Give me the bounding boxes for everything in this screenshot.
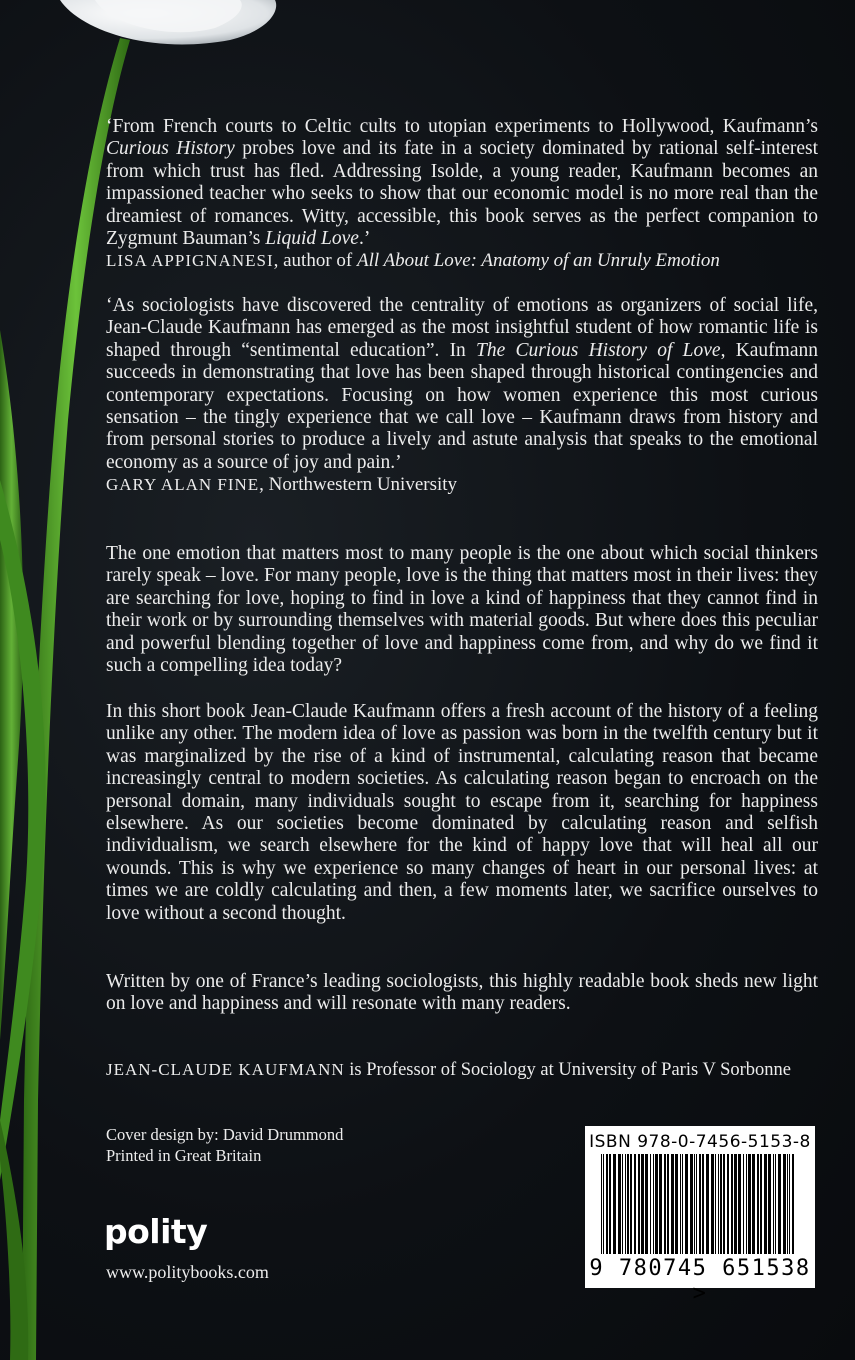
barcode-bar xyxy=(718,1154,719,1254)
barcode-bar xyxy=(711,1154,714,1254)
barcode-bar xyxy=(727,1154,729,1254)
barcode-bar xyxy=(773,1154,774,1254)
barcode-bar xyxy=(746,1154,747,1254)
barcode-bar xyxy=(731,1154,733,1254)
barcode-bar xyxy=(630,1154,632,1254)
barcode-bar xyxy=(760,1154,762,1254)
publisher-website[interactable]: www.politybooks.com xyxy=(106,1262,269,1282)
blurb-paragraph: In this short book Jean-Claude Kaufmann offers a fresh account of the history of a feeling unlike any other. The modern idea of love as passion was born in the twelfth century but it was marginalized by the rise of a kind of instrumental, calculating reason that became increasingly central to modern societies. As calculating reason began to encroach on the personal domain, many individuals sought to escape from it, searching for happiness elsewhere. As our societies become dominated by calculating reason and selfish individualism, we search elsewhere for the kind of happy love that will heal all our wounds. This is why we experience so many changes of heart in our personal lives: at times we are coldly calculating and then, a few moments later, we sacrifice ourselves to love without a second thought. xyxy=(106,701,818,924)
barcode-bar xyxy=(625,1154,626,1254)
barcode-bar xyxy=(645,1154,648,1254)
barcode-bar xyxy=(715,1154,716,1254)
printed-in: Printed in Great Britain xyxy=(106,1146,262,1165)
blurb-paragraph: The one emotion that matters most to many people is the one about which social thinkers rarely speak – love. For many people, love is the thing that matters most in their lives: they are searching for love, hoping to find in love a kind of happiness that they cannot find in their work or by surrounding themselves with material goods. But where does this peculiar and powerful blending together of love and happiness come from, and why do we find it such a compelling idea today? xyxy=(106,543,818,677)
barcode-bar xyxy=(664,1154,666,1254)
barcode-bar xyxy=(601,1154,602,1254)
barcode-bar xyxy=(653,1154,654,1254)
barcode-bar xyxy=(603,1154,604,1254)
quote-text: ‘As sociologists have discovered the centrality of emotions as organizers of social life, Jean-Claude Kaufmann has emerged as the most insightful student of how romantic life is shaped through “sentimental education”. In The Curious History of Love, Kaufmann succeeds in demonstrating that love has been shaped through historical contingencies and contemporary expectations. Focusing on how women experience this most curious sensation – the tingly experience that we call love – Kaufmann draws from history and from personal stories to produce a lively and astute analysis that speaks to the emotional economy as a source of joy and pain.’ xyxy=(106,295,818,473)
barcode-bar xyxy=(685,1154,688,1254)
isbn-label: ISBN 978-0-7456-5153-8 xyxy=(589,1132,811,1152)
barcode-bar xyxy=(609,1154,611,1254)
barcode-bar xyxy=(696,1154,697,1254)
barcode-bar xyxy=(738,1154,741,1254)
barcode-bar xyxy=(694,1154,695,1254)
barcode-bar xyxy=(650,1154,651,1254)
quote-attribution: GARY ALAN FINE, Northwestern University xyxy=(106,474,458,496)
barcode-bar xyxy=(702,1154,704,1254)
review-quote-appignanesi xyxy=(106,116,818,273)
barcode-bar xyxy=(641,1154,644,1254)
quote-text: ‘From French courts to Celtic cults to utopian experiments to Hollywood, Kaufmann’s Curious History probes love and its fate in a society dominated by rational self-interest from which trust has fled. Addressing Isolde, a young reader, Kaufmann becomes an impassioned teacher who seeks to show that our economic model is no more real than the dreamiest of romances. Witty, accessible, this book serves as the perfect companion to Zygmunt Bauman’s Liquid Love.’ xyxy=(106,116,819,250)
barcode-bar xyxy=(613,1154,616,1254)
barcode-bar xyxy=(792,1154,794,1254)
barcode-bar xyxy=(655,1154,658,1254)
barcode-bar xyxy=(634,1154,636,1254)
barcode-bar xyxy=(764,1154,767,1254)
barcode-bar xyxy=(606,1154,608,1254)
author-bio: JEAN-CLAUDE KAUFMANN is Professor of Sociology at University of Paris V Sorbonne xyxy=(106,1060,792,1080)
polity-logo: polity xyxy=(104,1212,208,1251)
isbn-barcode xyxy=(585,1126,815,1306)
barcode-bar xyxy=(659,1154,662,1254)
barcode-bar xyxy=(622,1154,623,1254)
barcode-bar xyxy=(787,1154,788,1254)
barcode-bar xyxy=(667,1154,669,1254)
quote-attribution: LISA APPIGNANESI, author of All About Love: Anatomy of an Unruly Emotion xyxy=(106,250,720,272)
barcode-bar xyxy=(627,1154,629,1254)
barcode-bar xyxy=(706,1154,709,1254)
tulip-leaf xyxy=(0,330,23,1040)
barcode-bar xyxy=(671,1154,674,1254)
cover-design-credit: Cover design by: David Drummond xyxy=(106,1125,344,1144)
blurb-paragraph: Written by one of France’s leading sociologists, this highly readable book sheds new light on love and happiness and will resonate with many readers. xyxy=(106,971,818,1015)
review-quote-fine xyxy=(106,295,818,497)
barcode-bar xyxy=(757,1154,759,1254)
barcode-bar xyxy=(720,1154,722,1254)
barcode-bar xyxy=(680,1154,681,1254)
barcode-bar xyxy=(690,1154,693,1254)
barcode-bar xyxy=(723,1154,725,1254)
barcode-bar xyxy=(748,1154,751,1254)
barcode-bar xyxy=(734,1154,737,1254)
barcode-bar xyxy=(682,1154,683,1254)
ean-digits: 9 780745 651538 > xyxy=(589,1256,811,1306)
barcode-bar xyxy=(775,1154,776,1254)
barcode-bar xyxy=(675,1154,678,1254)
barcode-bars xyxy=(595,1154,805,1254)
barcode-bar xyxy=(638,1154,640,1254)
barcode-bar xyxy=(752,1154,755,1254)
barcode-bar xyxy=(618,1154,621,1254)
barcode-bar xyxy=(783,1154,786,1254)
barcode-bar xyxy=(778,1154,781,1254)
barcode-bar xyxy=(743,1154,744,1254)
barcode-bar xyxy=(699,1154,701,1254)
barcode-bar xyxy=(768,1154,771,1254)
credits xyxy=(106,1124,343,1166)
barcode-bar xyxy=(789,1154,790,1254)
